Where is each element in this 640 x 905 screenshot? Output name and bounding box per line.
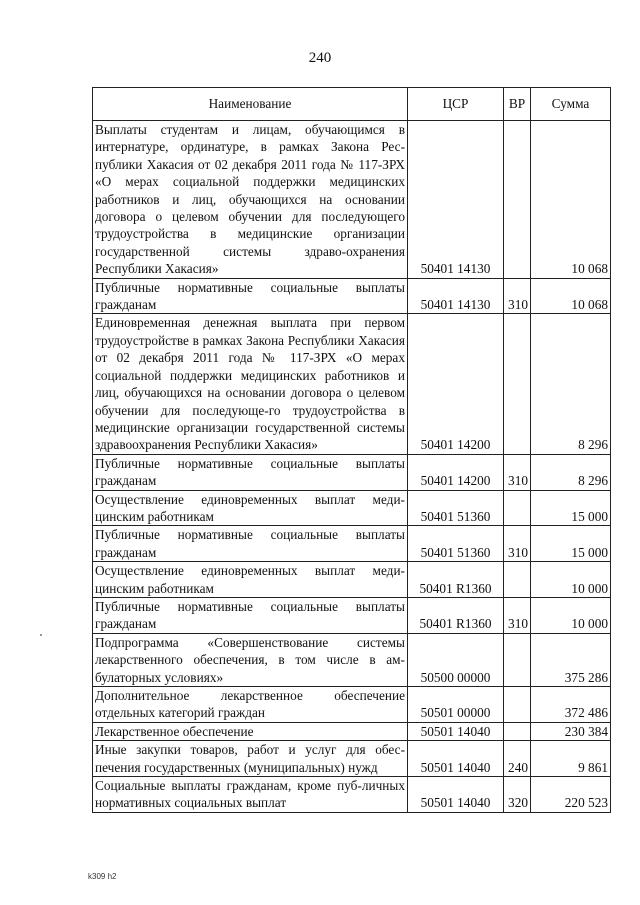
row-sum: 8 296 [531,314,611,454]
table-row [93,314,611,454]
row-name: Иные закупки товаров, работ и услуг для обес-печения государственных (муниципальных) нужд [93,741,408,777]
row-vr: 310 [504,278,531,314]
row-name: Подпрограмма «Совершенствование системы лекарственного обеспечения, в том числе в ам-булаторных условиях» [93,633,408,686]
row-sum: 372 486 [531,687,611,723]
table-row [93,562,611,598]
row-sum: 8 296 [531,454,611,490]
row-csr: 50501 14040 [408,741,504,777]
row-csr: 50401 14130 [408,121,504,279]
table-row [93,722,611,740]
row-name: Публичные нормативные социальные выплаты гражданам [93,454,408,490]
footer-code: k309 h2 [88,872,117,881]
row-csr: 50401 14200 [408,454,504,490]
table-header-row [93,88,611,121]
row-name: Осуществление единовременных выплат меди-цинским работникам [93,490,408,526]
row-sum: 220 523 [531,777,611,813]
row-csr: 50401 R1360 [408,597,504,633]
table-row [93,741,611,777]
row-name: Публичные нормативные социальные выплаты гражданам [93,526,408,562]
row-vr: 320 [504,777,531,813]
row-csr: 50501 00000 [408,687,504,723]
row-vr [504,121,531,279]
row-csr: 50401 R1360 [408,562,504,598]
row-vr [504,722,531,740]
row-sum: 15 000 [531,490,611,526]
row-name: Осуществление единовременных выплат меди-цинским работникам [93,562,408,598]
row-vr [504,562,531,598]
row-vr: 240 [504,741,531,777]
row-sum: 10 068 [531,121,611,279]
table-row [93,278,611,314]
row-sum: 9 861 [531,741,611,777]
table-row [93,454,611,490]
row-sum: 375 286 [531,633,611,686]
row-name: Публичные нормативные социальные выплаты гражданам [93,597,408,633]
row-csr: 50401 14200 [408,314,504,454]
row-vr [504,687,531,723]
row-vr: 310 [504,454,531,490]
row-csr: 50501 14040 [408,777,504,813]
table-row [93,633,611,686]
row-name: Выплаты студентам и лицам, обучающимся в интернатуре, ординатуре, в рамках Закона Рес-публики Хакасия от 02 декабря 2011 года № 117-ЗРХ «О мерах социальной поддержки медицинских работников и лиц, обучающихся на основании договора о целевом обучении для последующего трудоустройства в медицинские организации государственной системы здраво-охранения Республики Хакасия» [93,121,408,279]
table-row [93,777,611,813]
row-name: Социальные выплаты гражданам, кроме пуб-личных нормативных социальных выплат [93,777,408,813]
scan-speck [40,634,42,636]
budget-table [92,87,611,813]
row-vr [504,633,531,686]
row-sum: 230 384 [531,722,611,740]
row-csr: 50501 14040 [408,722,504,740]
row-name: Лекарственное обеспечение [93,722,408,740]
header-sum: Сумма [531,88,611,121]
table-row [93,490,611,526]
header-csr: ЦСР [408,88,504,121]
row-csr: 50401 51360 [408,526,504,562]
table-row [93,526,611,562]
row-csr: 50401 14130 [408,278,504,314]
header-vr: ВР [504,88,531,121]
row-sum: 10 068 [531,278,611,314]
row-vr: 310 [504,597,531,633]
row-csr: 50401 51360 [408,490,504,526]
table-row [93,687,611,723]
row-sum: 10 000 [531,597,611,633]
table-row [93,121,611,279]
row-sum: 10 000 [531,562,611,598]
row-vr [504,490,531,526]
row-csr: 50500 00000 [408,633,504,686]
row-vr [504,314,531,454]
row-name: Дополнительное лекарственное обеспечение отдельных категорий граждан [93,687,408,723]
row-vr: 310 [504,526,531,562]
table-row [93,597,611,633]
header-name: Наименование [93,88,408,121]
row-name: Единовременная денежная выплата при первом трудоустройстве в рамках Закона Республики Хакасия от 02 декабря 2011 года № 117-ЗРХ «О мерах социальной поддержки медицинских работников и лиц, обучающихся на основании договора о целевом обучении для последующе-го трудоустройства в медицинские организации государственной системы здравоохранения Республики Хакасия» [93,314,408,454]
page-number: 240 [308,50,332,66]
row-sum: 15 000 [531,526,611,562]
row-name: Публичные нормативные социальные выплаты гражданам [93,278,408,314]
